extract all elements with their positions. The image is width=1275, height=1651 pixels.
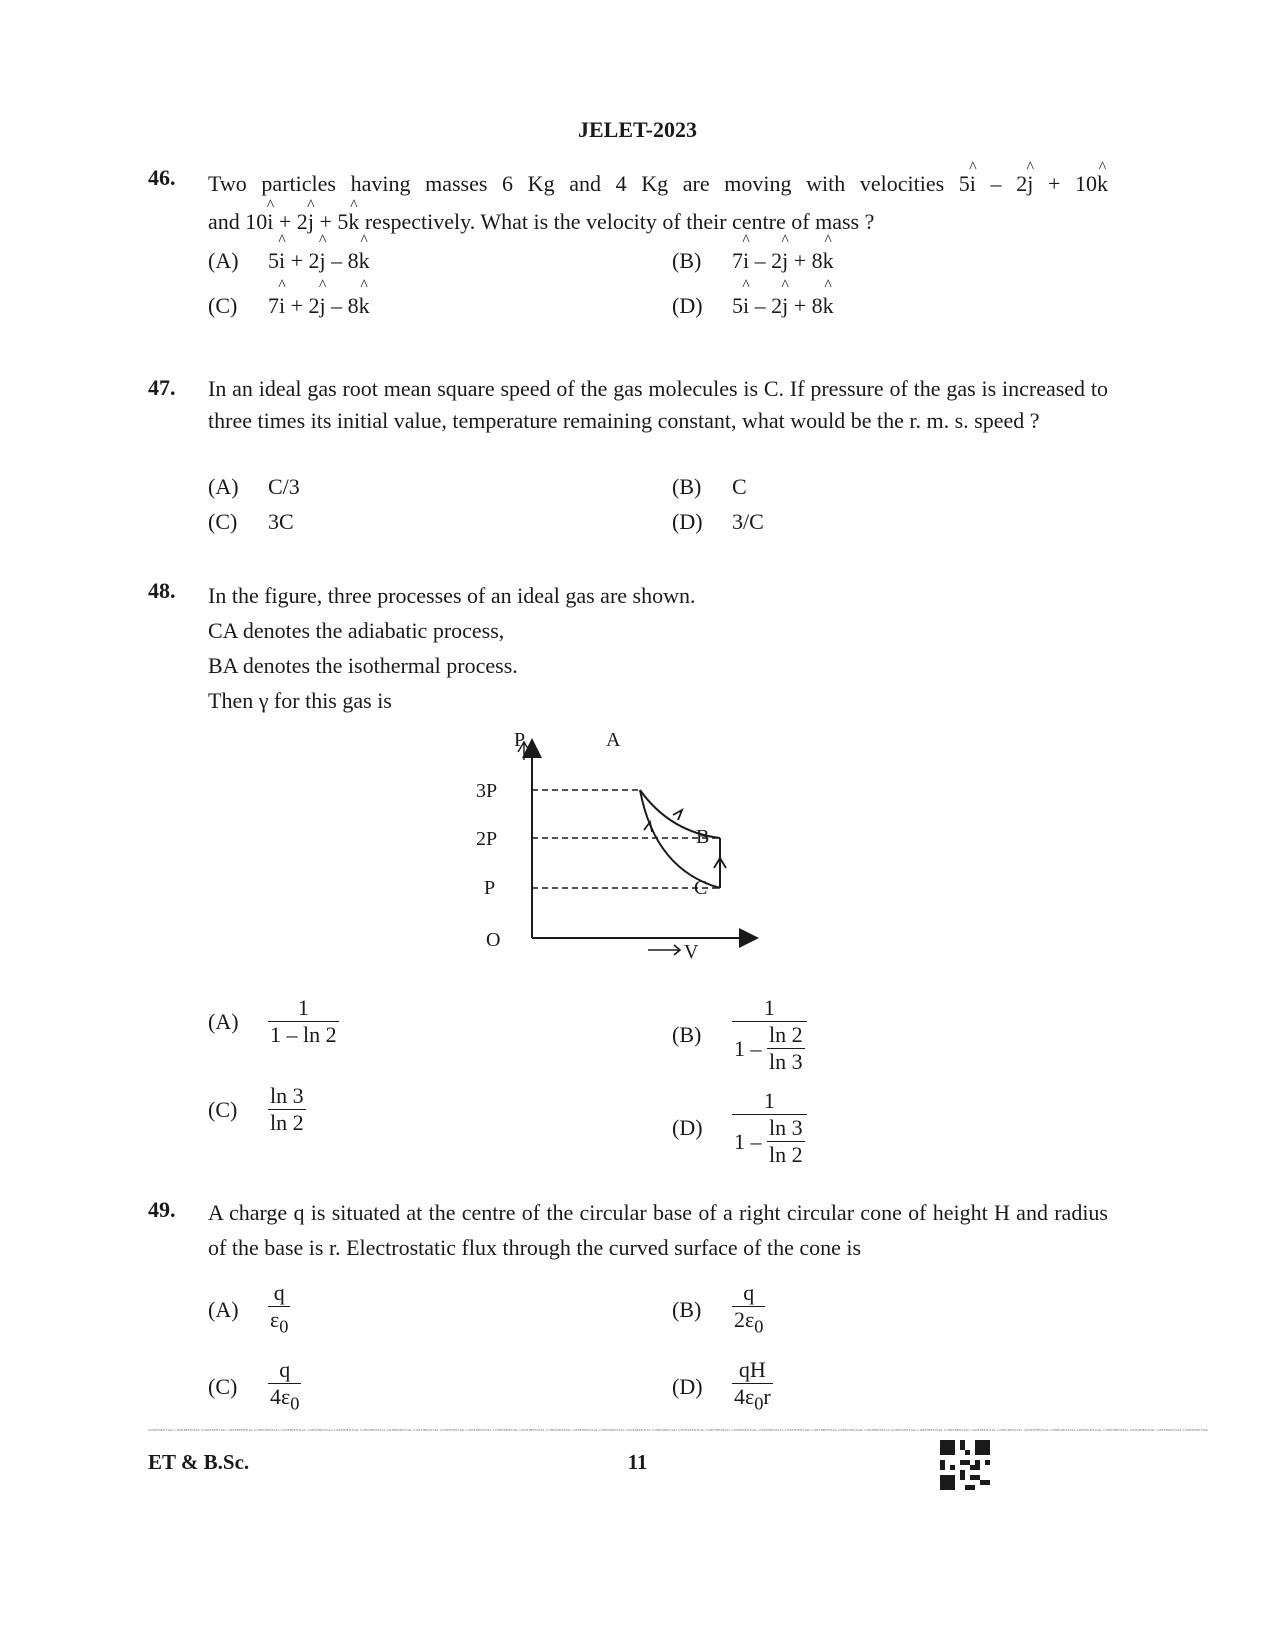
den-subscript: 0	[754, 1393, 764, 1414]
q49-option-d[interactable]	[672, 1357, 773, 1416]
option-value: C/3	[268, 474, 300, 499]
denominator	[732, 1383, 773, 1416]
den-main: 4ε	[734, 1384, 755, 1409]
unit-vector-i: ^ i	[743, 293, 749, 319]
den-subscript: 0	[290, 1393, 300, 1414]
option-label: (A)	[208, 248, 239, 273]
q48-line: Then γ for this gas is	[208, 688, 392, 713]
q48-option-a[interactable]	[208, 995, 339, 1048]
q46-option-a[interactable]	[208, 248, 370, 274]
inner-denominator: ln 3	[769, 1049, 803, 1074]
origin-label: O	[486, 929, 501, 951]
option-label: (D)	[672, 509, 703, 534]
fraction	[732, 1357, 773, 1416]
numerator: 1	[297, 995, 309, 1020]
q46-option-b[interactable]	[672, 248, 834, 274]
question-46-line-2	[208, 203, 1108, 241]
fraction	[268, 1083, 306, 1136]
numerator: qH	[738, 1357, 766, 1382]
numerator: q	[743, 1280, 755, 1305]
question-49-text: A charge q is situated at the centre of the circular base of a right circular cone of height H and radius of the base is r. Electrostatic flux through the curved surface of the cone is	[208, 1200, 1108, 1260]
option-label: (C)	[208, 1373, 238, 1399]
q46-option-d[interactable]	[672, 293, 834, 319]
option-value: 3C	[268, 509, 294, 534]
option-label: (C)	[208, 1096, 238, 1122]
q48-line: In the figure, three processes of an ideal gas are shown.	[208, 583, 696, 608]
question-48-text	[208, 578, 1108, 718]
unit-vector-k: ^ k	[1097, 165, 1108, 203]
inner-numerator: ln 2	[769, 1022, 803, 1047]
option-label: (C)	[208, 293, 238, 318]
opt-part: – 8	[325, 248, 359, 273]
q49-option-a[interactable]	[208, 1280, 290, 1339]
numerator: 1	[763, 995, 775, 1020]
inner-fraction	[767, 1022, 805, 1075]
fraction	[268, 1357, 301, 1416]
denominator	[732, 1114, 807, 1168]
q47-option-b[interactable]	[672, 474, 747, 500]
den-suffix: r	[763, 1384, 771, 1409]
question-47-text: In an ideal gas root mean square speed of the gas molecules is C. If pressure of the gas is increased to three times its initial value, temperature remaining constant, what would be the r. m. s. speed ?	[208, 376, 1108, 433]
fraction	[732, 995, 807, 1075]
opt-part: – 2	[749, 248, 783, 273]
footer-course-label: ET & B.Sc.	[148, 1450, 250, 1474]
unit-vector-i: ^ i	[743, 248, 749, 274]
denominator: 1 – ln 2	[270, 1022, 337, 1047]
unit-vector-i: ^ i	[279, 293, 285, 319]
unit-vector-i: ^ i	[267, 203, 273, 241]
unit-vector-j: ^ j	[782, 293, 788, 319]
opt-part: 5	[732, 293, 743, 318]
unit-vector-i: ^ i	[279, 248, 285, 274]
unit-vector-j: ^ j	[1027, 165, 1033, 203]
q46-text-part: + 5	[313, 209, 349, 234]
fraction	[732, 1280, 765, 1339]
fraction	[268, 1280, 290, 1339]
den-main: 4ε	[270, 1384, 291, 1409]
denominator-prefix: 1 –	[734, 1035, 762, 1061]
inner-numerator: ln 3	[769, 1115, 803, 1140]
page-header-title: JELET-2023	[577, 117, 697, 142]
arrow-ca-icon	[644, 822, 652, 832]
fraction	[732, 1088, 807, 1168]
question-47-number: 47.	[148, 375, 176, 400]
question-48-number: 48.	[148, 578, 176, 603]
tick-p: P	[484, 877, 496, 899]
point-a-label: A	[606, 729, 621, 751]
unit-vector-i: ^ i	[970, 165, 976, 203]
question-49-number: 49.	[148, 1197, 176, 1222]
opt-part: – 8	[325, 293, 359, 318]
confidential-strip: CONFIDENTIAL CONFIDENTIAL CONFIDENTIAL CONFIDENTIAL CONFIDENTIAL CONFIDENTIAL CONFIDENTIAL CONFIDENTIAL CONFIDENTIAL CONFIDENTIAL CONFIDENTIAL CONFIDENTIAL CONFIDENTIAL CONFIDENTIAL CONFIDENTIAL CONFIDENTIAL CONFIDENTIAL CONFIDENTIAL CONFIDENTIAL CONFIDENTIAL CONFIDENTIAL CONFIDENTIAL CONFIDENTIAL CONFIDENTIAL CONFIDENTIAL CONFIDENTIAL CONFIDENTIAL CONFIDENTIAL CONFIDENTIAL CONFIDENTIAL CONFIDENTIAL CONFIDENTIAL CONFIDENTIAL CONFIDENTIAL CONFIDENTIAL CONFIDENTIAL CONFIDENTIAL CONFIDENTIAL CONFIDENTIAL CONFIDENTIAL	[148, 1428, 1209, 1432]
pv-diagram	[476, 729, 770, 963]
denominator	[268, 1383, 301, 1416]
option-label: (A)	[208, 474, 239, 499]
denominator-prefix: 1 –	[734, 1128, 762, 1154]
q48-option-c[interactable]	[208, 1083, 306, 1136]
qr-code-icon	[940, 1440, 990, 1490]
tick-2p: 2P	[476, 828, 498, 850]
option-label: (A)	[208, 1296, 239, 1322]
unit-vector-j: ^ j	[320, 293, 326, 319]
question-46-text	[208, 165, 1108, 241]
v-axis-arrow-icon	[648, 945, 680, 955]
option-label: (D)	[672, 293, 703, 318]
unit-vector-k: ^ k	[348, 203, 359, 241]
option-value: 3/C	[732, 509, 764, 534]
q46-text-part: + 2	[273, 209, 308, 234]
den-main: 2ε	[734, 1307, 755, 1332]
q46-text-part: – 2	[975, 171, 1028, 196]
numerator: q	[279, 1357, 291, 1382]
denominator	[732, 1021, 807, 1075]
option-label: (B)	[672, 248, 702, 273]
question-46-line-1	[208, 165, 1108, 203]
q48-line: BA denotes the isothermal process.	[208, 653, 518, 678]
inner-fraction	[767, 1115, 805, 1168]
point-c-label: C	[694, 877, 708, 899]
q46-text-part: Two particles having masses 6 Kg and 4 Kg are moving with velocities 5	[208, 171, 970, 196]
opt-part: + 2	[285, 248, 320, 273]
unit-vector-k: ^ k	[359, 293, 370, 319]
q47-option-c[interactable]	[208, 509, 294, 535]
option-label: (B)	[672, 1022, 702, 1047]
unit-vector-j: ^ j	[308, 203, 314, 241]
unit-vector-j: ^ j	[782, 248, 788, 274]
denominator	[732, 1306, 765, 1339]
q46-option-c[interactable]	[208, 293, 370, 319]
opt-part: 5	[268, 248, 279, 273]
opt-part: – 2	[749, 293, 783, 318]
opt-part: 7	[268, 293, 279, 318]
den-subscript: 0	[754, 1316, 764, 1337]
tick-3p: 3P	[476, 780, 498, 802]
option-label: (D)	[672, 1115, 703, 1140]
question-46-number: 46.	[148, 165, 176, 190]
q46-text-part: + 10	[1033, 171, 1098, 196]
denominator	[268, 1306, 290, 1339]
q48-option-b[interactable]	[672, 995, 807, 1075]
point-b-label: B	[696, 826, 710, 848]
arrow-ba-icon	[673, 810, 682, 820]
q46-text-part: respectively. What is the velocity of their centre of mass ?	[359, 209, 875, 234]
denominator: ln 2	[270, 1110, 304, 1135]
q46-text-part: and 10	[208, 209, 268, 234]
unit-vector-k: ^ k	[823, 248, 834, 274]
page-number: 11	[627, 1450, 648, 1474]
den-subscript: 0	[279, 1316, 289, 1337]
numerator: q	[273, 1280, 285, 1305]
option-label: (A)	[208, 1008, 239, 1034]
den-main: ε	[270, 1307, 280, 1332]
q49-option-b[interactable]	[672, 1280, 765, 1339]
numerator: ln 3	[270, 1083, 304, 1108]
opt-part: 7	[732, 248, 743, 273]
fraction	[268, 995, 339, 1048]
unit-vector-k: ^ k	[823, 293, 834, 319]
option-label: (C)	[208, 509, 238, 534]
option-label: (D)	[672, 1373, 703, 1399]
q49-option-c[interactable]	[208, 1357, 301, 1416]
q48-line: CA denotes the adiabatic process,	[208, 618, 505, 643]
option-value: C	[732, 474, 747, 499]
opt-part: + 2	[285, 293, 320, 318]
q47-option-d[interactable]	[672, 509, 764, 535]
inner-denominator: ln 2	[769, 1142, 803, 1167]
unit-vector-j: ^ j	[320, 248, 326, 274]
option-label: (B)	[672, 474, 702, 499]
q48-option-d[interactable]	[672, 1088, 807, 1168]
unit-vector-k: ^ k	[359, 248, 370, 274]
opt-part: + 8	[788, 248, 823, 273]
y-axis-label: P	[514, 729, 526, 751]
opt-part: + 8	[788, 293, 823, 318]
x-axis-label: V	[684, 941, 699, 963]
option-label: (B)	[672, 1296, 702, 1322]
q47-option-a[interactable]	[208, 474, 300, 500]
numerator: 1	[763, 1088, 775, 1113]
